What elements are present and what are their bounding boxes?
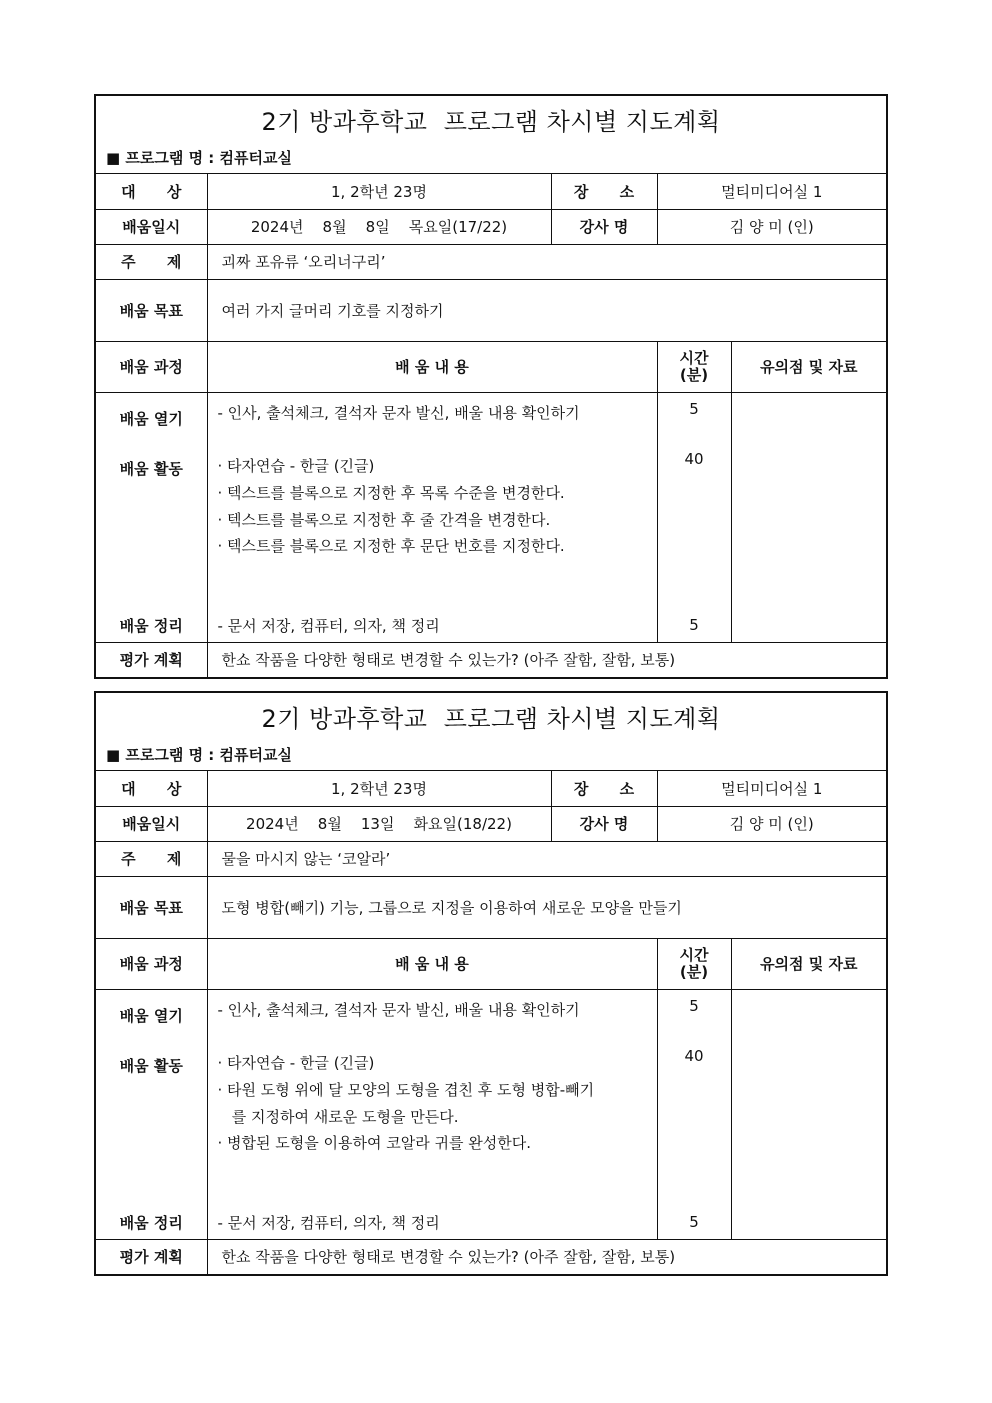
target-label: 대 상 — [96, 771, 207, 806]
place-value: 멀티미디어실 1 — [657, 771, 886, 806]
instructor-label: 강사 명 — [551, 806, 657, 841]
target-label: 대 상 — [96, 174, 207, 209]
instructor-label: 강사 명 — [551, 209, 657, 244]
plan-header — [96, 693, 886, 771]
content-line: · 텍스트를 블록으로 지정한 후 문단 번호를 지정한다. — [217, 536, 565, 555]
time-header: 시간 (분) — [657, 938, 731, 989]
process-header: 배움 과정 — [96, 341, 207, 392]
topic-label: 주 제 — [96, 841, 207, 876]
date-value: 2024년 8월 13일 화요일(18/22) — [207, 806, 551, 841]
stage-activity-label: 배움 활동 — [119, 459, 183, 478]
place-value: 멀티미디어실 1 — [657, 174, 886, 209]
stage-open-label: 배움 열기 — [119, 409, 183, 428]
content-column — [207, 989, 657, 1239]
content-header: 배 움 내 용 — [207, 341, 657, 392]
stage-time: 5 — [689, 996, 699, 1015]
evaluation-label: 평가 계획 — [96, 1239, 207, 1274]
content-line: · 병합된 도형을 이용하여 코알라 귀를 완성한다. — [217, 1133, 531, 1152]
plan-title: 2기 방과후학교 프로그램 차시별 지도계획 — [261, 705, 721, 733]
content-line: - 인사, 출석체크, 결석자 문자 발신, 배울 내용 확인하기 — [217, 403, 580, 422]
date-label: 배움일시 — [96, 209, 207, 244]
stage-time: 40 — [684, 1046, 704, 1065]
stage-time: 5 — [689, 399, 699, 418]
stage-time: 5 — [689, 1212, 699, 1231]
time-column — [657, 392, 731, 642]
content-header: 배 움 내 용 — [207, 938, 657, 989]
stage-close-label: 배움 정리 — [119, 616, 183, 635]
plan-title: 2기 방과후학교 프로그램 차시별 지도계획 — [261, 108, 721, 136]
time-header: 시간 (분) — [657, 341, 731, 392]
content-line: · 타자연습 - 한글 (긴글) — [217, 456, 375, 475]
program-name: ■ 프로그램 명 : 컴퓨터교실 — [106, 746, 292, 764]
content-column — [207, 392, 657, 642]
goal-value: 도형 병합(빼기) 기능, 그룹으로 지정을 이용하여 새로운 모양을 만들기 — [207, 876, 886, 938]
stage-close-label: 배움 정리 — [119, 1213, 183, 1232]
plan-table — [96, 174, 886, 677]
content-line: - 인사, 출석체크, 결석자 문자 발신, 배울 내용 확인하기 — [217, 1000, 580, 1019]
lesson-plan-2 — [94, 691, 888, 1276]
process-header: 배움 과정 — [96, 938, 207, 989]
stage-time: 40 — [684, 449, 704, 468]
time-column — [657, 989, 731, 1239]
plan-header — [96, 96, 886, 174]
content-line: 를 지정하여 새로운 도형을 만든다. — [217, 1107, 459, 1126]
place-label: 장 소 — [551, 771, 657, 806]
stage-column — [96, 989, 207, 1239]
goal-value: 여러 가지 글머리 기호를 지정하기 — [207, 279, 886, 341]
notes-cell — [731, 989, 886, 1239]
plan-table — [96, 771, 886, 1274]
evaluation-value: 한쇼 작품을 다양한 형태로 변경할 수 있는가? (아주 잘함, 잘함, 보통) — [207, 1239, 886, 1274]
place-label: 장 소 — [551, 174, 657, 209]
lesson-plan-1 — [94, 94, 888, 679]
content-line: - 문서 저장, 컴퓨터, 의자, 책 정리 — [217, 1213, 440, 1232]
notes-header: 유의점 및 자료 — [731, 341, 886, 392]
goal-label: 배움 목표 — [96, 876, 207, 938]
date-value: 2024년 8월 8일 목요일(17/22) — [207, 209, 551, 244]
evaluation-label: 평가 계획 — [96, 642, 207, 677]
stage-time: 5 — [689, 615, 699, 634]
content-line: · 텍스트를 블록으로 지정한 후 줄 간격을 변경한다. — [217, 510, 551, 529]
topic-value: 괴짜 포유류 ‘오리너구리’ — [207, 244, 886, 279]
program-name: ■ 프로그램 명 : 컴퓨터교실 — [106, 149, 292, 167]
date-label: 배움일시 — [96, 806, 207, 841]
content-line: · 타원 도형 위에 달 모양의 도형을 겹친 후 도형 병합-빼기 — [217, 1080, 595, 1099]
notes-cell — [731, 392, 886, 642]
instructor-value: 김 양 미 (인) — [657, 209, 886, 244]
goal-label: 배움 목표 — [96, 279, 207, 341]
notes-header: 유의점 및 자료 — [731, 938, 886, 989]
stage-column — [96, 392, 207, 642]
content-line: · 텍스트를 블록으로 지정한 후 목록 수준을 변경한다. — [217, 483, 565, 502]
evaluation-value: 한쇼 작품을 다양한 형태로 변경할 수 있는가? (아주 잘함, 잘함, 보통) — [207, 642, 886, 677]
content-line: - 문서 저장, 컴퓨터, 의자, 책 정리 — [217, 616, 440, 635]
target-value: 1, 2학년 23명 — [207, 771, 551, 806]
stage-open-label: 배움 열기 — [119, 1006, 183, 1025]
stage-activity-label: 배움 활동 — [119, 1056, 183, 1075]
topic-value: 물을 마시지 않는 ‘코알라’ — [207, 841, 886, 876]
target-value: 1, 2학년 23명 — [207, 174, 551, 209]
content-line: · 타자연습 - 한글 (긴글) — [217, 1053, 375, 1072]
instructor-value: 김 양 미 (인) — [657, 806, 886, 841]
topic-label: 주 제 — [96, 244, 207, 279]
